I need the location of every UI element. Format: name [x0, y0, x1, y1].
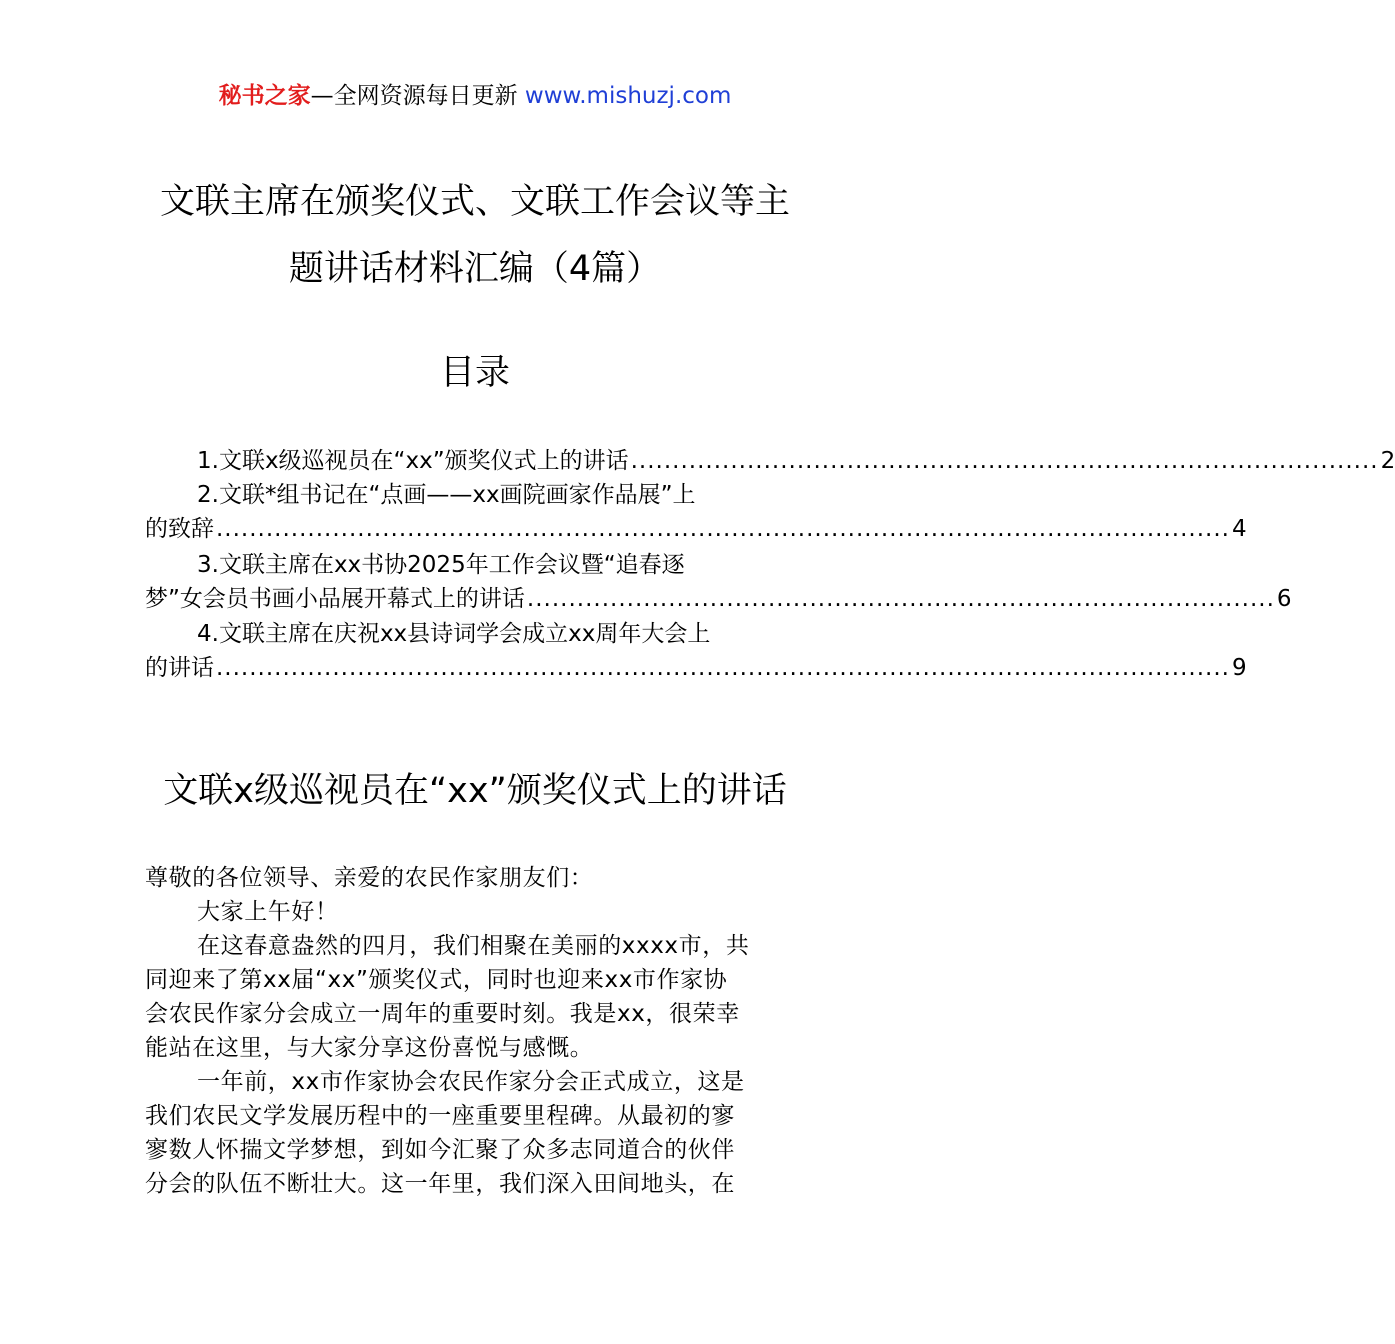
paragraph-2-line: 一年前，xx市作家协会农民作家分会正式成立，这是 — [197, 1069, 745, 1095]
toc-entry-3[interactable] — [145, 548, 807, 582]
paragraph-1-line: 在这春意盎然的四月，我们相聚在美丽的xxxx市，共 — [197, 933, 750, 959]
toc-entry-2-continuation[interactable] — [145, 512, 1247, 546]
toc-entry-text: 的致辞 — [145, 516, 214, 542]
toc-entry-4-continuation[interactable] — [145, 651, 1247, 685]
paragraph-2-line: 分会的队伍不断壮大。这一年里，我们深入田间地头，在 — [145, 1171, 735, 1197]
toc-entry-1[interactable] — [145, 444, 1395, 478]
toc-entry-3-continuation[interactable] — [145, 582, 1292, 616]
toc-entry-text: 2.文联*组书记在“点画——xx画院画家作品展”上 — [197, 482, 696, 508]
toc-page-number: 6 — [1276, 586, 1292, 612]
toc-leader-dots: .......................................................................................... — [526, 586, 1275, 612]
section-title: 文联x级巡视员在“xx”颁奖仪式上的讲话 — [163, 771, 787, 811]
toc-entry-text: 梦”女会员书画小品展开幕式上的讲话 — [145, 586, 525, 612]
salutation: 尊敬的各位领导、亲爱的农民作家朋友们： — [145, 865, 594, 891]
toc-page-number: 9 — [1231, 655, 1247, 681]
toc-leader-dots: .......................................................................................... — [630, 448, 1379, 474]
greeting: 大家上午好！ — [197, 899, 339, 925]
paragraph-2-line: 寥数人怀揣文学梦想，到如今汇聚了众多志同道合的伙伴 — [145, 1137, 735, 1163]
site-header — [0, 80, 950, 112]
toc-entry-2[interactable] — [145, 478, 807, 512]
toc-leader-dots: .......................................................................................................................... — [216, 516, 1230, 542]
brand-name: 秘书之家 — [218, 83, 311, 109]
paragraph-1-line: 同迎来了第xx届“xx”颁奖仪式，同时也迎来xx市作家协 — [145, 967, 728, 993]
site-url-link[interactable]: www.mishuzj.com — [524, 83, 732, 109]
header-tagline: —全网资源每日更新 — [310, 83, 518, 109]
document-title-line-1: 文联主席在颁奖仪式、文联工作会议等主 — [159, 182, 790, 222]
toc-entry-4[interactable] — [145, 617, 807, 651]
document-title-line-2: 题讲话材料汇编（4篇） — [288, 249, 662, 289]
toc-entry-text: 3.文联主席在xx书协2025年工作会议暨“追春逐 — [197, 552, 685, 578]
toc-page-number: 4 — [1231, 516, 1247, 542]
toc-heading: 目录 — [439, 353, 510, 393]
toc-entry-text: 的讲话 — [145, 655, 214, 681]
paragraph-1-line: 能站在这里，与大家分享这份喜悦与感慨。 — [145, 1035, 594, 1061]
paragraph-2-line: 我们农民文学发展历程中的一座重要里程碑。从最初的寥 — [145, 1103, 735, 1129]
toc-leader-dots: .......................................................................................................................... — [216, 655, 1230, 681]
paragraph-1-line: 会农民作家分会成立一周年的重要时刻。我是xx，很荣幸 — [145, 1001, 740, 1027]
toc-page-number: 2 — [1380, 448, 1395, 474]
toc-entry-text: 4.文联主席在庆祝xx县诗词学会成立xx周年大会上 — [197, 621, 711, 647]
toc-entry-text: 1.文联x级巡视员在“xx”颁奖仪式上的讲话 — [197, 448, 629, 474]
